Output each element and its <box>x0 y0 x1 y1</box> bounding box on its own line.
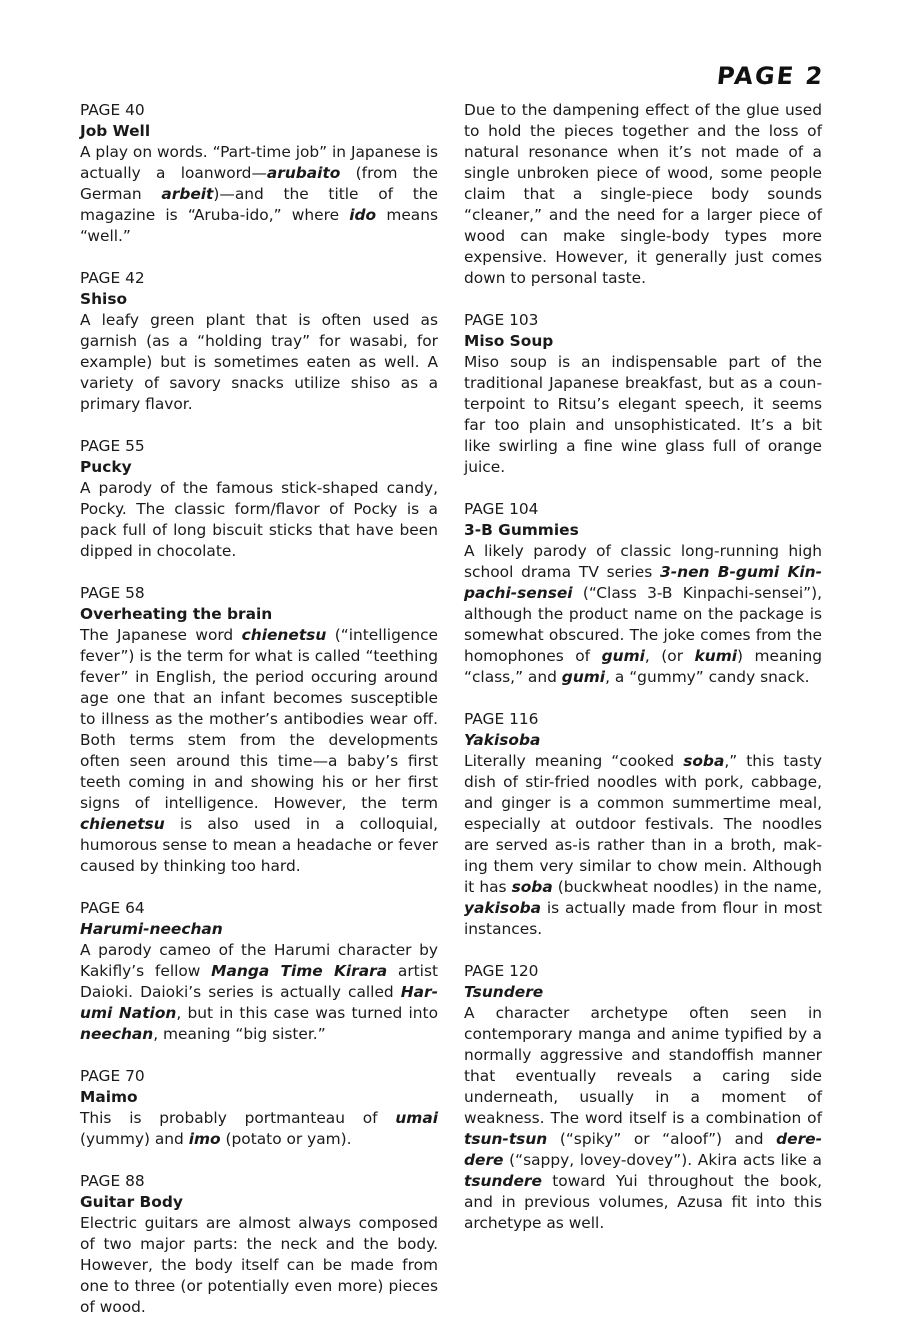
entry-text: is actually made from flour in most instances. <box>464 899 822 938</box>
entry-body <box>80 1213 438 1318</box>
left-column <box>80 100 438 1339</box>
page-number-label: PAGE 2 <box>715 62 826 90</box>
entry-body <box>464 352 822 478</box>
entry-page-ref: PAGE 103 <box>464 311 539 329</box>
entry-page-ref: PAGE 104 <box>464 500 539 518</box>
entry-page-ref: PAGE 42 <box>80 269 145 287</box>
entry-term: Tsundere <box>464 983 544 1001</box>
entry-term: Job Well <box>80 122 151 140</box>
entry-text: This is probably portmanteau of <box>80 1109 396 1127</box>
entry-body <box>464 100 822 289</box>
entry-text: , but in this case was turned into <box>176 1004 438 1022</box>
entry-text: A parody of the famous stick-shaped candy, Pocky. The classic form/flavor of Pocky is a pack full of long biscuit sticks that have been dipped in chocolate. <box>80 479 438 560</box>
entry-text: Electric guitars are almost always composed of two major parts: the neck and the body. However, the body itself can be made from one to three (or potentially even more) pieces of wood. <box>80 1214 438 1316</box>
emphasized-term: 3-nen B-gumi Kinpachi-sensei <box>464 563 822 602</box>
emphasized-term: soba <box>683 752 725 770</box>
entry-text: The Japanese word <box>80 626 242 644</box>
emphasized-term: yakisoba <box>464 899 542 917</box>
emphasized-term: gumi <box>561 668 606 686</box>
emphasized-term: Harumi Nation <box>80 983 438 1022</box>
entry-text: A likely parody of classic long-running high school drama TV series <box>464 542 822 581</box>
entry-term: Overheating the brain <box>80 605 273 623</box>
entry-text: Due to the dampening effect of the glue used to hold the pieces together and the loss of natural resonance when it’s not made of a single unbroken piece of wood, some people claim that a single-piece body sounds “cleaner,” and the need for a larger piece of wood can make single-body types more expensive. However, it generally just comes down to personal taste. <box>464 101 822 287</box>
entry-text: toward Yui throughout the book, and in previous volumes, Azusa fit into this archetype as well. <box>464 1172 822 1232</box>
entry-term: Yakisoba <box>464 731 541 749</box>
entry-text: (yummy) and <box>80 1130 189 1148</box>
entry-body <box>464 751 822 940</box>
emphasized-term: tsundere <box>464 1172 542 1190</box>
entry-body <box>80 1108 438 1150</box>
entry-page-ref: PAGE 116 <box>464 710 539 728</box>
emphasized-term: gumi <box>601 647 645 665</box>
glossary-entry <box>80 1066 438 1150</box>
emphasized-term: arubaito <box>266 164 341 182</box>
entry-body <box>80 310 438 415</box>
entry-text: (from the German <box>80 164 438 203</box>
entry-text: A leafy green plant that is often used as garnish (as a “holding tray” for wasabi, for example) but is sometimes eaten as well. A variety of savory snacks utilize shiso as a primary flavor. <box>80 311 438 413</box>
entry-body <box>80 478 438 562</box>
entry-term: Shiso <box>80 290 128 308</box>
entry-text: A play on words. “Part-time job” in Japanese is actually a loanword— <box>80 143 439 182</box>
entry-text: ) meaning “class,” and <box>464 647 822 686</box>
entry-text: Literally meaning “cooked <box>464 752 684 770</box>
entry-text: (buckwheat noodles) in the name, <box>552 878 822 896</box>
entry-text: , meaning “big sister.” <box>153 1025 326 1043</box>
entry-text: Miso soup is an indispensable part of the traditional Japanese breakfast, but as a counterpoint to Ritsu’s elegant speech, it seems far too plain and unsophisticated. It’s a bit like swirling a fine wine glass full of orange juice. <box>464 353 822 476</box>
emphasized-term: soba <box>511 878 553 896</box>
entry-text: means “well.” <box>80 206 439 245</box>
emphasized-term: tsun-tsun <box>464 1130 548 1148</box>
glossary-entry <box>80 583 438 877</box>
entry-term: Harumi-neechan <box>80 920 223 938</box>
emphasized-term: chienetsu <box>80 815 165 833</box>
glossary-entry <box>80 1171 438 1318</box>
glossary-entry <box>464 961 822 1234</box>
entry-text: , (or <box>644 647 695 665</box>
entry-text: A character archetype often seen in contemporary manga and anime typified by a normally aggressive and standoffish manner that eventually reveals a caring side underneath, usually in a moment of weakness. The word itself is a combination of <box>464 1004 822 1127</box>
entry-term: Maimo <box>80 1088 138 1106</box>
entry-page-ref: PAGE 64 <box>80 899 145 917</box>
emphasized-term: arbeit <box>161 185 214 203</box>
emphasized-term: chienetsu <box>241 626 327 644</box>
entry-term: Miso Soup <box>464 332 554 350</box>
glossary-entry <box>80 268 438 415</box>
glossary-entry <box>464 100 822 289</box>
right-column <box>464 100 822 1255</box>
entry-term: Guitar Body <box>80 1193 183 1211</box>
emphasized-term: umai <box>395 1109 438 1127</box>
entry-text: artist Daioki. Daioki’s series is actually called <box>80 962 439 1001</box>
glossary-entry <box>464 310 822 478</box>
entry-text: (potato or yam). <box>220 1130 352 1148</box>
entry-page-ref: PAGE 40 <box>80 101 145 119</box>
entry-body <box>80 940 438 1045</box>
entry-page-ref: PAGE 55 <box>80 437 145 455</box>
entry-page-ref: PAGE 70 <box>80 1067 145 1085</box>
emphasized-term: Manga Time Kirara <box>211 962 388 980</box>
entry-body <box>464 1003 822 1234</box>
glossary-entry <box>464 709 822 940</box>
entry-text: (“Class 3-B Kinpachi-sensei”), although the product name on the package is somewhat obscured. The joke comes from the homophones of <box>464 584 822 665</box>
entry-text: is also used in a colloquial, humorous sense to mean a headache or fever caused by thinking too hard. <box>80 815 438 875</box>
entry-text: (“spiky” or “aloof”) and <box>547 1130 777 1148</box>
entry-body <box>80 142 438 247</box>
entry-term: 3-B Gummies <box>464 521 579 539</box>
glossary-entry <box>80 436 438 562</box>
entry-text: A parody cameo of the Harumi character by Kakifly’s fellow <box>80 941 438 980</box>
entry-body <box>464 541 822 688</box>
glossary-entry <box>80 100 438 247</box>
glossary-entry <box>80 898 438 1045</box>
entry-text: (“sappy, lovey-dovey”). Akira acts like a <box>503 1151 822 1169</box>
entry-body <box>80 625 438 877</box>
emphasized-term: imo <box>188 1130 221 1148</box>
emphasized-term: neechan <box>80 1025 154 1043</box>
entry-text: (“intelligence fever”) is the term for what is called “teething fever” in English, the period occuring around age one that an infant becomes susceptible to illness as the mother’s antibodies wear off. Both terms stem from the developments often seen around this time—a baby’s first teeth coming in and showing his or her first signs of intelligence. However, the term <box>80 626 439 812</box>
glossary-entry <box>464 499 822 688</box>
entry-term: Pucky <box>80 458 132 476</box>
entry-text: ,” this tasty dish of stir-fried noodles with pork, cabbage, and ginger is a common summertime meal, especially at outdoor festivals. The noodles are served as-is rather than in a broth, making them very similar to chow mein. Although it has <box>464 752 822 896</box>
entry-text: )—and the title of the magazine is “Aruba-ido,” where <box>80 185 439 224</box>
emphasized-term: dere-dere <box>464 1130 822 1169</box>
entry-text: , a “gummy” candy snack. <box>605 668 810 686</box>
entry-page-ref: PAGE 88 <box>80 1172 145 1190</box>
emphasized-term: ido <box>349 206 377 224</box>
entry-page-ref: PAGE 58 <box>80 584 145 602</box>
emphasized-term: kumi <box>694 647 738 665</box>
entry-page-ref: PAGE 120 <box>464 962 539 980</box>
